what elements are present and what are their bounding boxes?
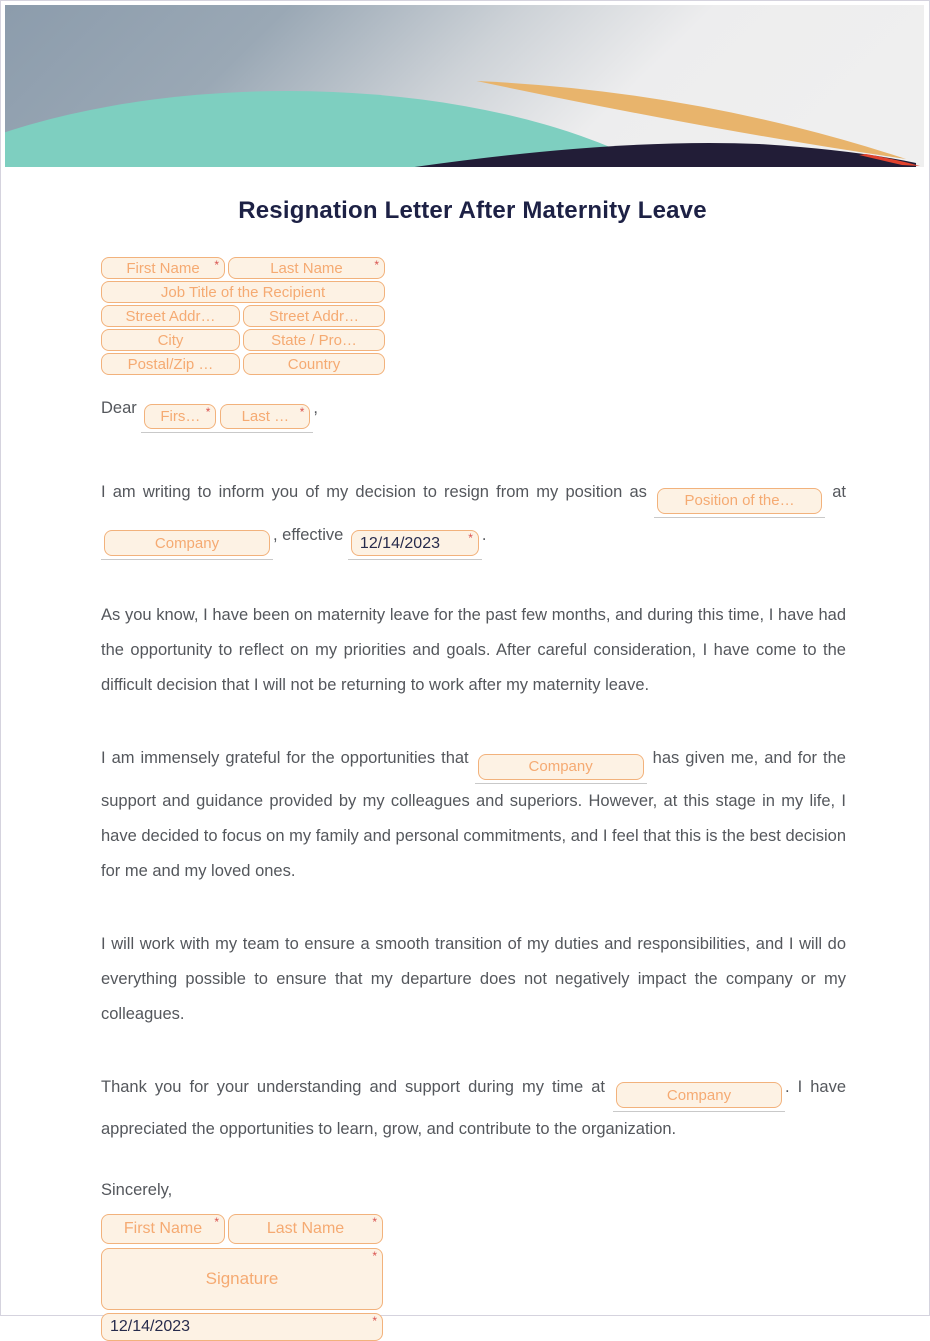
closing-salutation: Sincerely, <box>101 1181 173 1199</box>
recipient-street-row <box>101 305 846 327</box>
required-asterisk: * <box>374 258 379 272</box>
field-placeholder: First Name <box>123 1220 203 1237</box>
required-asterisk: * <box>299 405 305 419</box>
paragraph-text: I am writing to inform you of my decision to resign from my position as <box>101 483 647 501</box>
company-field[interactable] <box>478 754 644 780</box>
recipient-job-title-row <box>101 281 846 303</box>
greeting-prefix: Dear <box>101 399 137 417</box>
recipient-street-1-field[interactable] <box>101 305 240 327</box>
field-placeholder: City <box>157 331 184 349</box>
paragraph-text: Thank you for your understanding and support during my time at <box>101 1077 605 1096</box>
paragraph-text: at <box>832 483 847 501</box>
field-placeholder: Street Addr… <box>268 307 360 325</box>
field-placeholder: Firs… <box>160 408 201 425</box>
page-title: Resignation Letter After Maternity Leave <box>238 197 707 224</box>
company-field-underline <box>613 1082 785 1112</box>
recipient-address-block <box>101 257 846 375</box>
paragraph-text: has given me, and for the support and guidance provided by my colleagues and superiors. However, at this stage in my life, I have decided to focus on my family and personal commitments, and I feel that this is the best decision for me and my loved ones. <box>101 749 846 880</box>
field-placeholder: Company <box>528 758 593 775</box>
greeting-suffix: , <box>313 399 318 417</box>
paragraph-thanks <box>101 1070 846 1148</box>
recipient-postal-field[interactable] <box>101 353 240 375</box>
field-placeholder: Job Title of the Recipient <box>160 283 326 301</box>
recipient-postal-country-row <box>101 353 846 375</box>
field-placeholder: State / Pro… <box>271 331 357 349</box>
company-field[interactable] <box>104 530 270 556</box>
required-asterisk: * <box>372 1314 377 1328</box>
required-asterisk: * <box>372 1215 377 1229</box>
field-placeholder: Postal/Zip … <box>127 355 214 373</box>
recipient-street-2-field[interactable] <box>243 305 385 327</box>
recipient-country-field[interactable] <box>243 353 385 375</box>
greeting-line <box>101 399 846 433</box>
header-artwork <box>5 5 924 167</box>
required-asterisk: * <box>468 531 473 545</box>
recipient-last-name-field[interactable] <box>228 257 385 279</box>
field-placeholder: Country <box>287 355 341 373</box>
field-placeholder: Signature <box>205 1269 279 1288</box>
paragraph-text: . <box>481 525 487 544</box>
position-field[interactable] <box>657 488 822 514</box>
field-value: 12/14/2023 <box>359 534 440 552</box>
signature-date-field[interactable] <box>101 1313 383 1341</box>
recipient-state-field[interactable] <box>243 329 385 351</box>
greeting-first-name-field[interactable] <box>144 404 216 429</box>
field-placeholder: First Name <box>126 259 200 277</box>
required-asterisk: * <box>205 405 211 419</box>
paragraph-text: . I have appreciated the opportunities to learn, grow, and contribute to the organization. <box>101 1077 846 1138</box>
closing-block <box>101 1181 846 1341</box>
field-placeholder: Street Addr… <box>125 307 216 325</box>
field-placeholder: Last Name <box>266 1220 345 1237</box>
company-field-underline <box>101 530 273 560</box>
required-asterisk: * <box>372 1249 377 1263</box>
paragraph-resignation-statement <box>101 475 846 560</box>
letter-body <box>101 257 846 1341</box>
greeting-fields-underline <box>141 404 313 433</box>
company-field-underline <box>475 754 647 784</box>
header-banner <box>1 1 929 167</box>
required-asterisk: * <box>214 1215 219 1229</box>
paragraph-gratitude <box>101 741 846 889</box>
field-placeholder: Last … <box>241 408 290 425</box>
paragraph-text: I am immensely grateful for the opportunities that <box>101 749 469 767</box>
recipient-first-name-field[interactable] <box>101 257 225 279</box>
greeting-last-name-field[interactable] <box>220 404 310 429</box>
sender-last-name-field[interactable] <box>228 1214 383 1244</box>
company-field[interactable] <box>616 1082 782 1108</box>
sender-name-row <box>101 1214 846 1244</box>
field-placeholder: Last Name <box>270 259 343 277</box>
required-asterisk: * <box>214 258 219 272</box>
paragraph-transition: I will work with my team to ensure a smooth transition of my duties and responsibilities, and I will do everything possible to ensure that my departure does not negatively impact the company or my colleagues. <box>101 934 846 1023</box>
effective-date-underline <box>348 530 482 560</box>
sender-first-name-field[interactable] <box>101 1214 225 1244</box>
paragraph-maternity-reflection: As you know, I have been on maternity leave for the past few months, and during this time, I have had the opportunity to reflect on my priorities and goals. After careful consideration, I have come to the difficult decision that I will not be returning to work after my maternity leave. <box>101 606 846 694</box>
recipient-name-row <box>101 257 846 279</box>
field-placeholder: Company <box>154 534 220 552</box>
field-placeholder: Position of the… <box>684 492 795 509</box>
signature-field[interactable] <box>101 1248 383 1310</box>
paragraph-text: , effective <box>273 525 344 544</box>
effective-date-field[interactable] <box>351 530 479 556</box>
position-field-underline <box>654 488 825 518</box>
field-value: 12/14/2023 <box>110 1318 191 1335</box>
recipient-city-field[interactable] <box>101 329 240 351</box>
recipient-city-state-row <box>101 329 846 351</box>
recipient-job-title-field[interactable] <box>101 281 385 303</box>
field-placeholder: Company <box>666 1086 732 1104</box>
